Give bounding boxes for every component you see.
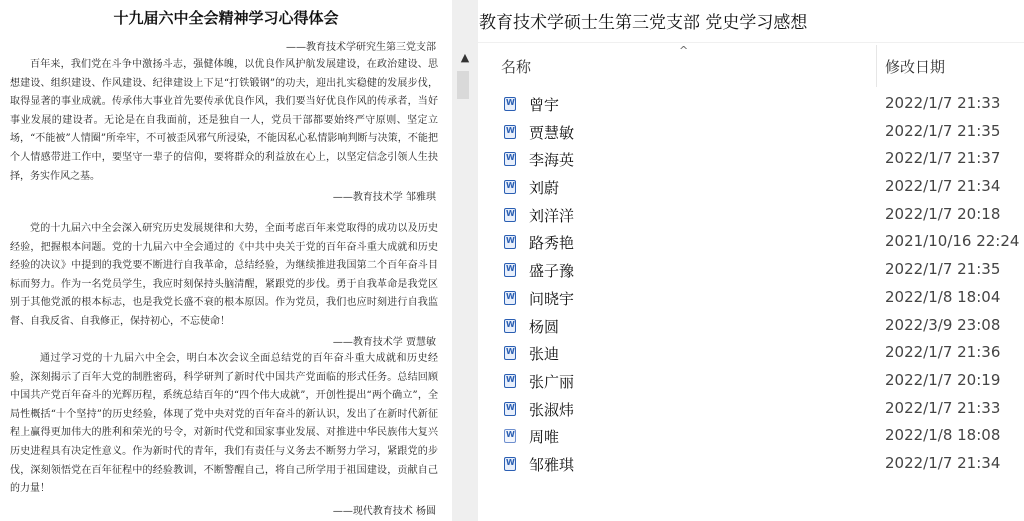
file-name: 邹雅琪 [529, 455, 575, 474]
paragraph-2: 党的十九届六中全会深入研究历史发展规律和大势，全面考虑百年来党取得的成功以及历史经验，把握根本问题。党的十九届六中全会通过的《中共中央关于党的百年奋斗重大成就和历史经验的决议》中提到的我党要不断进行自我革命，总结经验，为继续推进我国第二个百年奋斗目标而努力。作为一名党员学生，我应时刻保持头脑清醒，紧跟党的步伐。勇于自我革命是我党区别于其他党派的根本标志，也是我党长盛不衰的根本原因。作为党员，我们也应时刻进行自我监督、自我反省、自我修正，保持初心，不忘使命！ [10, 223, 438, 327]
word-document-icon [504, 291, 516, 305]
signature-3: ——现代教育技术 杨圆 [332, 506, 436, 517]
file-row[interactable] [478, 145, 1024, 173]
file-row[interactable] [478, 367, 1024, 395]
word-document-icon [504, 208, 516, 222]
word-document-icon [504, 429, 516, 443]
file-name: 刘蔚 [529, 179, 560, 198]
file-date: 2022/1/7 21:35 [885, 121, 1001, 140]
file-name: 李海英 [529, 151, 575, 170]
word-document-icon [504, 374, 516, 388]
file-name: 张淑炜 [529, 400, 575, 419]
file-row[interactable] [478, 118, 1024, 146]
column-separator[interactable] [876, 45, 877, 87]
file-row[interactable] [478, 256, 1024, 284]
paragraph-1: 百年来，我们党在斗争中激扬斗志，强健体魄，以优良作风护航发展建设，在政治建设、思想建设、组织建设、作风建设、纪律建设上下足“打铁锻钢”的功夫，迎出扎实稳健的发展步伐，取得显著的事业成就。传承伟大事业首先要传承优良作风，我们要当好优良作风的传承者，当好事业发展的建设者。无论是在自我面前，还是独自一人，党员干部都要始终严守原则、坚定立场，“不能被”人情圈”所牵牢，不可被歪风邪气所浸染，不能因私心私情影响判断与决策，不能把个人情感带进工作中，要坚守一辈子的信仰，要将群众的利益放在心上，以坚定信念引领人生抉择，务实作风之基。 [10, 59, 438, 182]
column-header-date[interactable]: 修改日期 [885, 58, 946, 76]
file-date: 2022/1/7 21:37 [885, 149, 1001, 168]
file-date: 2022/1/7 21:34 [885, 453, 1001, 472]
file-date: 2022/1/8 18:04 [885, 287, 1001, 306]
file-name: 张迪 [529, 345, 560, 364]
file-date: 2022/1/7 21:36 [885, 343, 1001, 362]
file-date: 2021/10/16 22:24 [885, 232, 1020, 251]
file-date: 2022/1/7 21:35 [885, 260, 1001, 279]
word-document-icon [504, 457, 516, 471]
word-document-icon [504, 346, 516, 360]
word-document-icon [504, 402, 516, 416]
file-date: 2022/1/7 20:18 [885, 204, 1001, 223]
document-byline: ——教育技术学研究生第三党支部 [286, 42, 436, 53]
sort-ascending-icon[interactable]: ^ [679, 44, 689, 57]
file-date: 2022/3/9 23:08 [885, 315, 1001, 334]
file-name: 贾慧敏 [529, 123, 575, 142]
file-name: 刘洋洋 [529, 206, 575, 225]
file-name: 张广丽 [529, 372, 575, 391]
file-row[interactable] [478, 228, 1024, 256]
column-header-name[interactable]: 名称 [501, 58, 532, 76]
scroll-up-icon[interactable]: ▲ [460, 51, 470, 64]
file-name: 周唯 [529, 428, 560, 447]
file-list [478, 90, 1024, 478]
document-title: 十九届六中全会精神学习心得体会 [113, 9, 339, 27]
document-page [0, 0, 452, 521]
file-row[interactable] [478, 90, 1024, 118]
file-date: 2022/1/7 20:19 [885, 370, 1001, 389]
file-date: 2022/1/7 21:33 [885, 398, 1001, 417]
word-document-icon [504, 319, 516, 333]
signature-2: ——教育技术学 贾慧敏 [332, 337, 436, 348]
word-document-icon [504, 235, 516, 249]
file-date: 2022/1/7 21:33 [885, 94, 1001, 112]
folder-title: 教育技术学硕士生第三党支部 党史学习感想 [479, 13, 808, 33]
file-name: 问晓宇 [529, 289, 575, 308]
file-row[interactable] [478, 339, 1024, 367]
file-row[interactable] [478, 450, 1024, 478]
file-row[interactable] [478, 173, 1024, 201]
file-row[interactable] [478, 312, 1024, 340]
word-document-icon [504, 125, 516, 139]
scrollbar-thumb[interactable] [457, 71, 469, 99]
file-date: 2022/1/7 21:34 [885, 177, 1001, 196]
file-name: 盛子豫 [529, 262, 575, 281]
file-date: 2022/1/8 18:08 [885, 426, 1001, 445]
word-document-icon [504, 152, 516, 166]
paragraph-3: 通过学习党的十九届六中全会，明白本次会议全面总结党的百年奋斗重大成就和历史经验，深刻揭示了百年大党的制胜密码，科学研判了新时代中国共产党面临的形式任务。总结回顾中国共产党百年奋斗的光辉历程，系统总结百年的“四个伟大成就”，开创性提出“两个确立”，全局性概括“十个坚持”的历史经验，体现了党中央对党的百年奋斗的新认识，发出了在新时代新征程上赢得更加伟大的胜利和荣光的号令，对新时代党和国家事业发展、对推进中华民族伟大复兴历史进程具有决定性意义。作为新时代的青年，我们有责任与义务去不断努力学习，紧跟党的步伐，深刻领悟党在百年征程中的经验教训，不断警醒自己，将自己所学用于祖国建设，贡献自己的力量！ [10, 353, 438, 495]
file-name: 杨圆 [529, 317, 560, 336]
signature-1: ——教育技术学 邹雅琪 [332, 192, 436, 203]
word-document-icon [504, 180, 516, 194]
word-document-icon [504, 263, 516, 277]
file-row[interactable] [478, 201, 1024, 229]
file-name: 路秀艳 [529, 234, 575, 253]
file-row[interactable] [478, 395, 1024, 423]
file-name: 曾宇 [529, 96, 560, 114]
header-divider [478, 42, 1024, 43]
file-row[interactable] [478, 422, 1024, 450]
word-document-icon [504, 97, 516, 111]
file-row[interactable] [478, 284, 1024, 312]
